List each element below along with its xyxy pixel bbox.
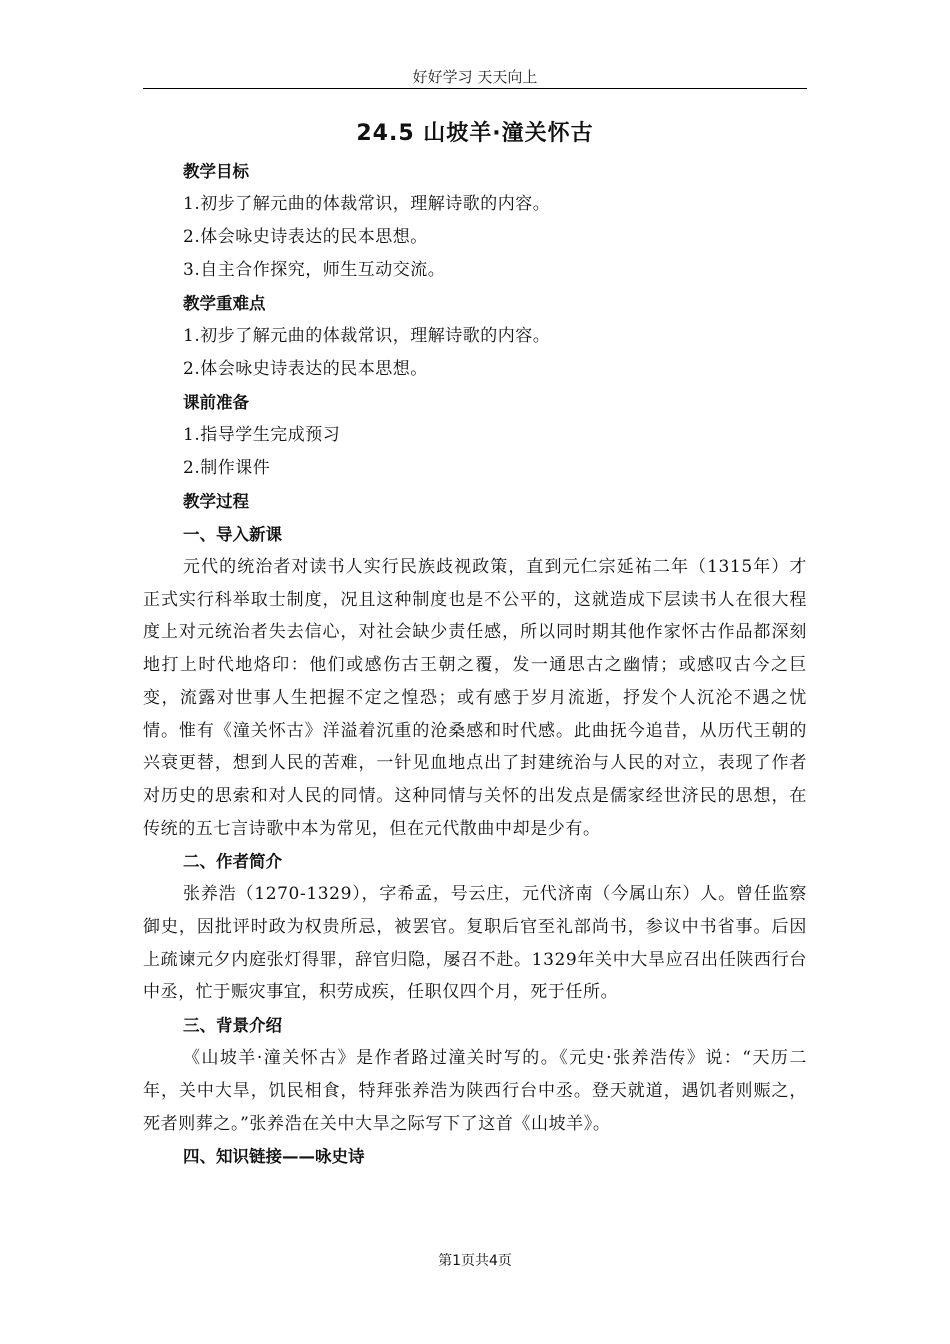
subsection-heading-author: 二、作者简介 [183, 852, 282, 872]
goal-item: 1.初步了解元曲的体裁常识，理解诗歌的内容。 [183, 194, 551, 214]
document-title: 24.5 山坡羊·潼关怀古 [356, 121, 594, 146]
prep-item: 1.指导学生完成预习 [183, 425, 341, 445]
section-heading-goals: 教学目标 [183, 162, 249, 181]
prep-item: 2.制作课件 [183, 458, 271, 478]
goal-item: 2.体会咏史诗表达的民本思想。 [183, 227, 428, 247]
section-heading-keypoints: 教学重难点 [183, 294, 266, 313]
keypoint-item: 1.初步了解元曲的体裁常识，理解诗歌的内容。 [183, 326, 551, 346]
page-footer: 第1页共4页 [438, 1253, 512, 1269]
section-heading-prep: 课前准备 [183, 393, 249, 412]
goal-item: 3.自主合作探究，师生互动交流。 [183, 260, 446, 280]
intro-paragraph: 元代的统治者对读书人实行民族歧视政策，直到元仁宗延祐二年（1315年）才正式实行科举取士制度，况且这种制度也是不公平的，这就造成下层读书人在很大程度上对元统治者失去信心，对社会缺少责任感，所以同时期其他作家怀古作品都深刻地打上时代地烙印：他们或感伤古王朝之覆，发一通思古之幽情；或感叹古今之巨变，流露对世事人生把握不定之惶恐；或有感于岁月流逝，抒发个人沉沦不遇之忧情。惟有《潼关怀古》洋溢着沉重的沧桑感和时代感。此曲抚今追昔，从历代王朝的兴衰更替，想到人民的苦难，一针见血地点出了封建统治与人民的对立，表现了作者对历史的思索和对人民的同情。这种同情与关怀的出发点是儒家经世济民的思想，在传统的五七言诗歌中本为常见，但在元代散曲中却是少有。 [143, 557, 807, 839]
keypoint-item: 2.体会咏史诗表达的民本思想。 [183, 359, 428, 379]
subsection-heading-knowledge: 四、知识链接——咏史诗 [183, 1147, 365, 1167]
author-paragraph: 张养浩（1270-1329），字希孟，号云庄，元代济南（今属山东）人。曾任监察御史，因批评时政为权贵所忌，被罢官。复职后官至礼部尚书，参议中书省事。后因上疏谏元夕内庭张灯得罪，辞官归隐，屡召不赴。1329年关中大旱应召出任陕西行台中丞，忙于赈灾事宜，积劳成疾，任职仅四个月，死于任所。 [143, 884, 807, 1003]
header-divider [143, 88, 807, 89]
subsection-heading-background: 三、背景介绍 [183, 1016, 282, 1036]
page-header: 好好学习 天天向上 [412, 68, 538, 86]
subsection-heading-intro: 一、导入新课 [183, 525, 282, 544]
document-body [143, 155, 807, 1173]
section-heading-process: 教学过程 [183, 492, 249, 511]
background-paragraph: 《山坡羊·潼关怀古》是作者路过潼关时写的。《元史·张养浩传》说：“天历二年，关中大旱，饥民相食，特拜张养浩为陕西行台中丞。登天就道，遇饥者则赈之，死者则葬之。”张养浩在关中大旱之际写下了这首《山坡羊》。 [143, 1048, 807, 1134]
